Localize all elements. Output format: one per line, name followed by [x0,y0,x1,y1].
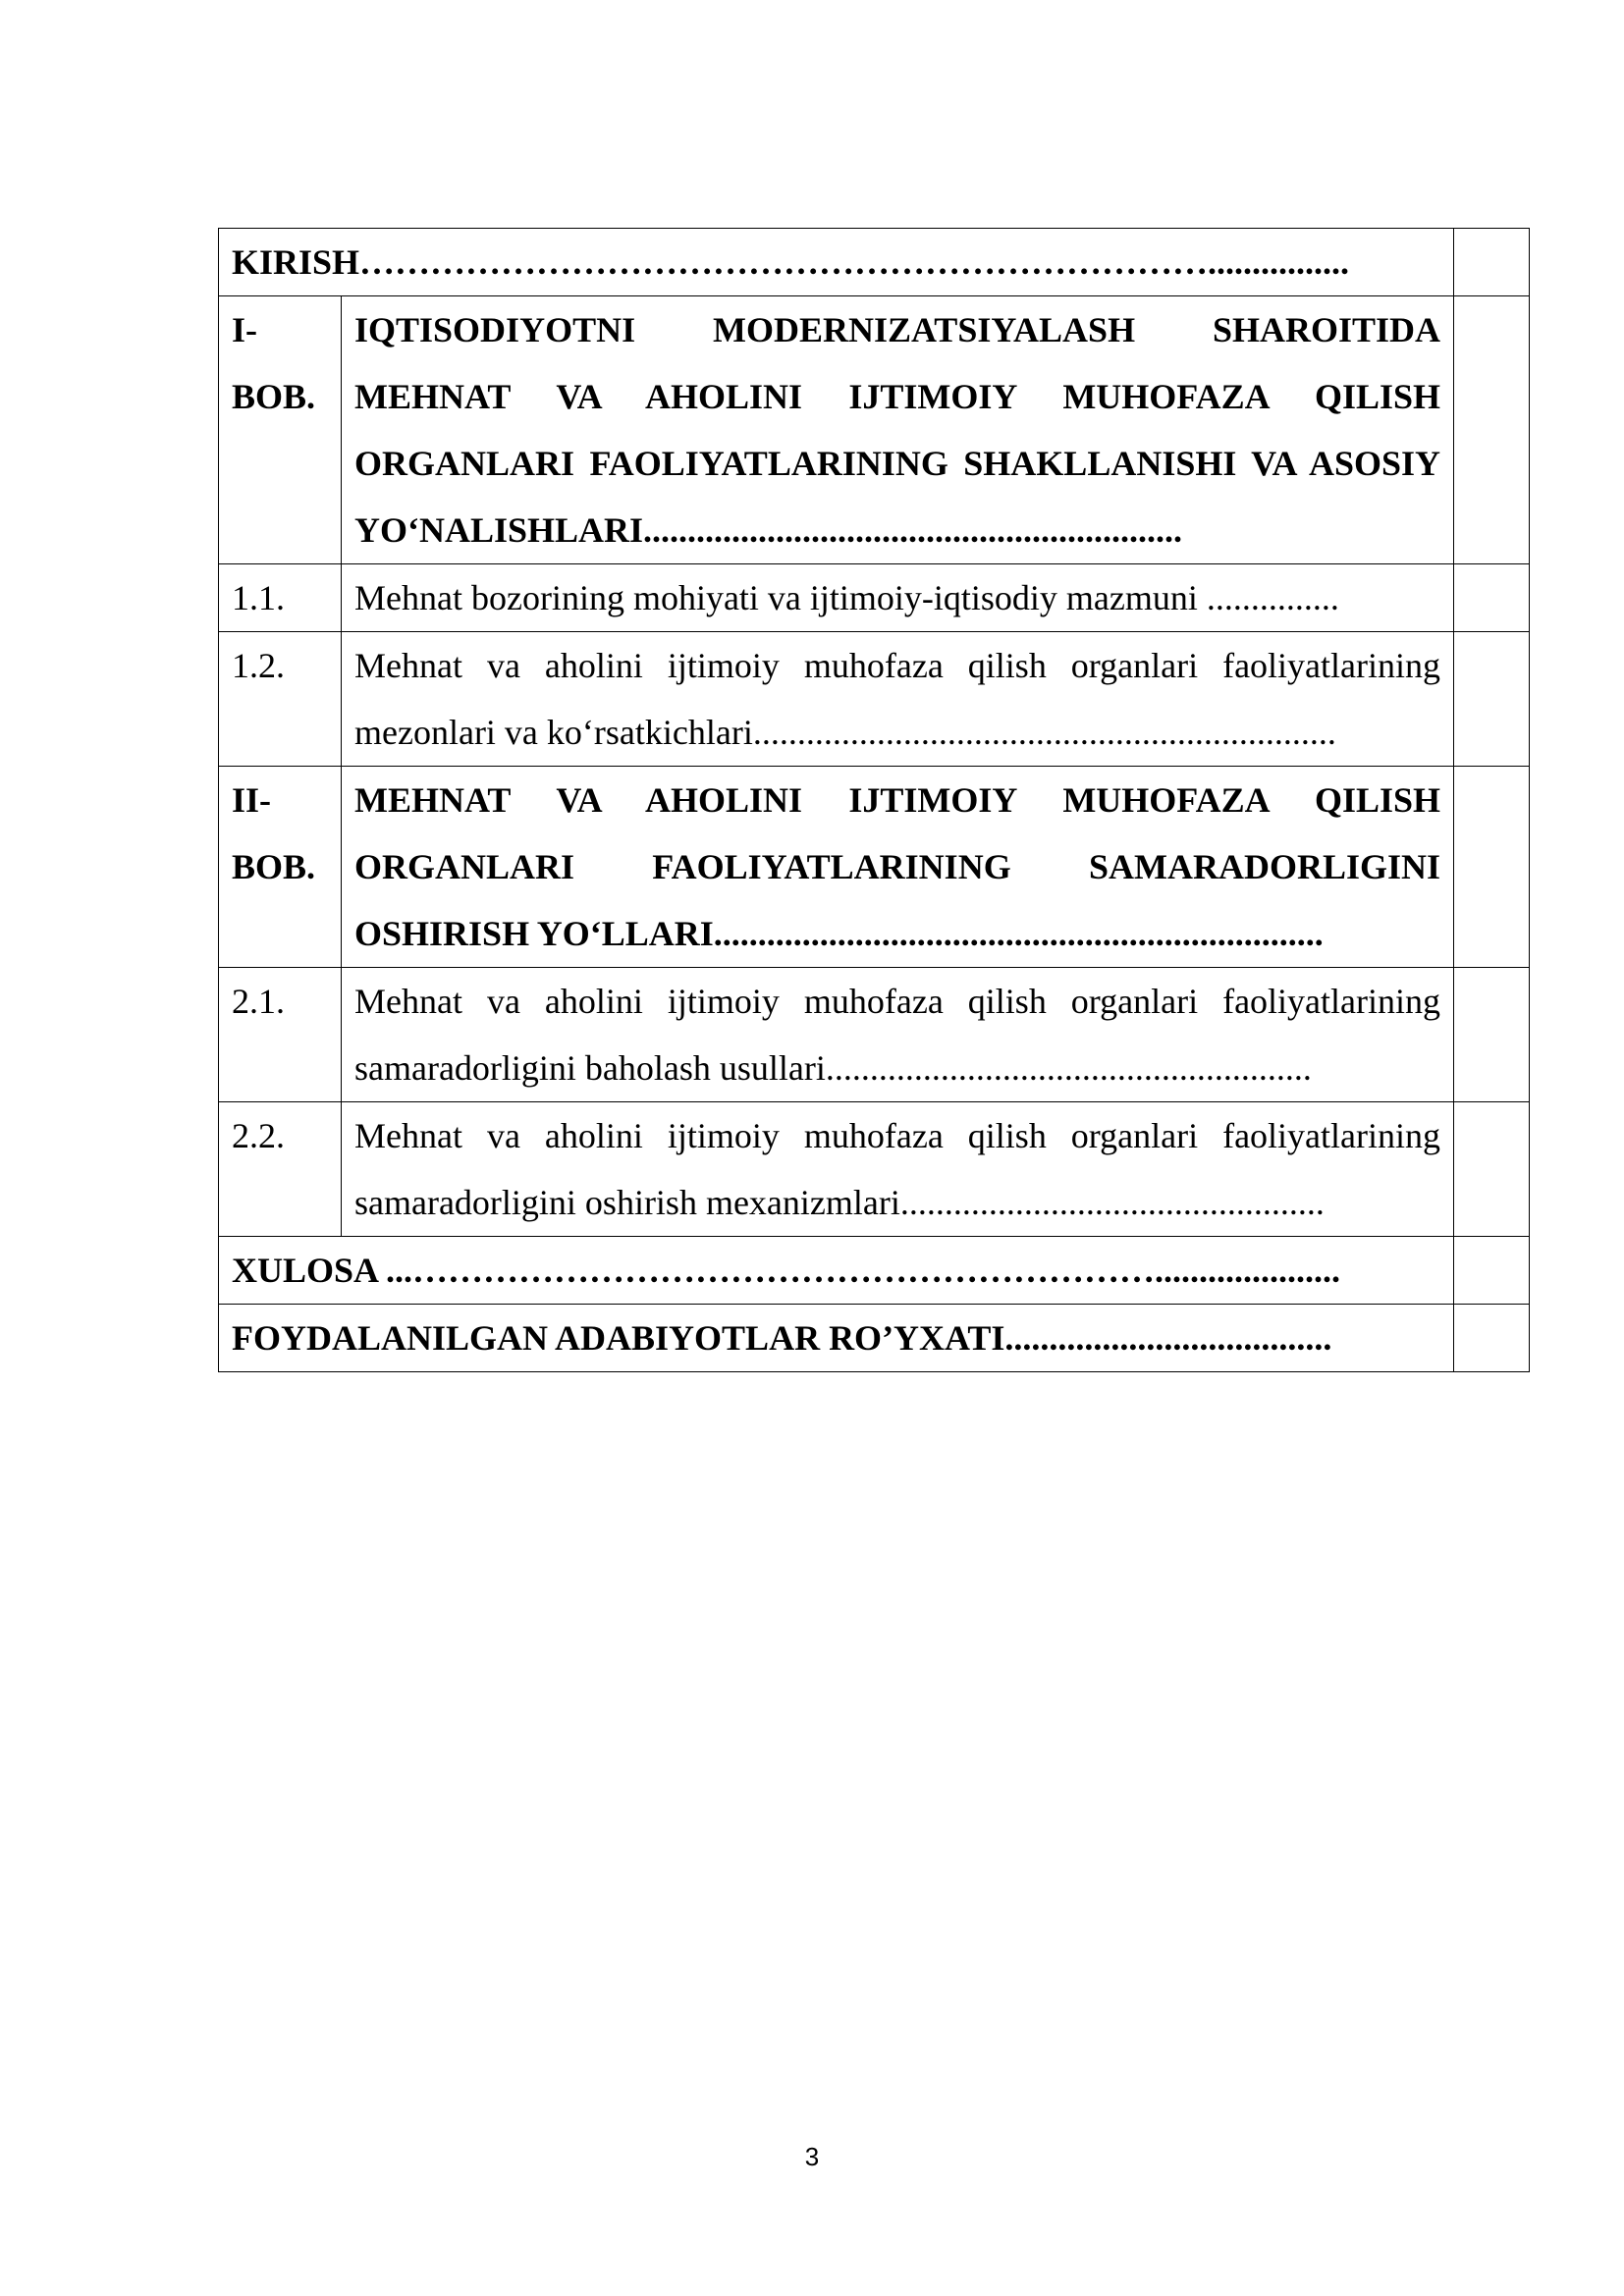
toc-section-number: 1.2. [219,632,342,767]
toc-page-cell [1454,1237,1530,1305]
toc-page-cell [1454,1102,1530,1237]
toc-row-section-2-1 [219,968,1530,1102]
toc-page-cell [1454,767,1530,968]
toc-section-title: Mehnat bozorining mohiyati va ijtimoiy-iqtisodiy mazmuni ............... [342,564,1454,632]
toc-bibliography-title: FOYDALANILGAN ADABIYOTLAR RO’YXATI..................................... [219,1305,1454,1372]
toc-chapter-number: II-BOB. [219,767,342,968]
toc-chapter-number: I-BOB. [219,296,342,564]
toc-page-cell [1454,564,1530,632]
toc-section-title: Mehnat va aholini ijtimoiy muhofaza qilish organlari faoliyatlarining samaradorligini oshirish mexanizmlari................................................ [342,1102,1454,1237]
toc-row-chapter-1 [219,296,1530,564]
toc-section-title: Mehnat va aholini ijtimoiy muhofaza qilish organlari faoliyatlarining samaradorligini baholash usullari....................................................... [342,968,1454,1102]
toc-conclusion-title: XULOSA ...………………………………………………………..................... [219,1237,1454,1305]
toc-section-number: 1.1. [219,564,342,632]
table-of-contents [218,228,1530,1372]
page-number: 3 [804,2142,820,2171]
toc-section-title: Mehnat va aholini ijtimoiy muhofaza qilish organlari faoliyatlarining mezonlari va ko‘rsatkichlari.................................................................. [342,632,1454,767]
toc-page-cell [1454,968,1530,1102]
toc-row-section-2-2 [219,1102,1530,1237]
toc-row-bibliography [219,1305,1530,1372]
toc-page-cell [1454,296,1530,564]
toc-row-intro [219,229,1530,296]
toc-chapter-title: MEHNAT VA AHOLINI IJTIMOIY MUHOFAZA QILISH ORGANLARI FAOLIYATLARINING SAMARADORLIGINI OSHIRISH YO‘LLARI..................................................................... [342,767,1454,968]
toc-row-section-1-2 [219,632,1530,767]
toc-page-cell [1454,229,1530,296]
toc-row-section-1-1 [219,564,1530,632]
toc-row-conclusion [219,1237,1530,1305]
toc-intro-title: KIRISH………………………………………………………………................ [219,229,1454,296]
toc-page-cell [1454,632,1530,767]
toc-page-cell [1454,1305,1530,1372]
toc-chapter-title: IQTISODIYOTNI MODERNIZATSIYALASH SHAROITIDA MEHNAT VA AHOLINI IJTIMOIY MUHOFAZA QILISH ORGANLARI FAOLIYATLARINING SHAKLLANISHI VA ASOSIY YO‘NALISHLARI............................................................. [342,296,1454,564]
toc-row-chapter-2 [219,767,1530,968]
toc-section-number: 2.2. [219,1102,342,1237]
toc-section-number: 2.1. [219,968,342,1102]
